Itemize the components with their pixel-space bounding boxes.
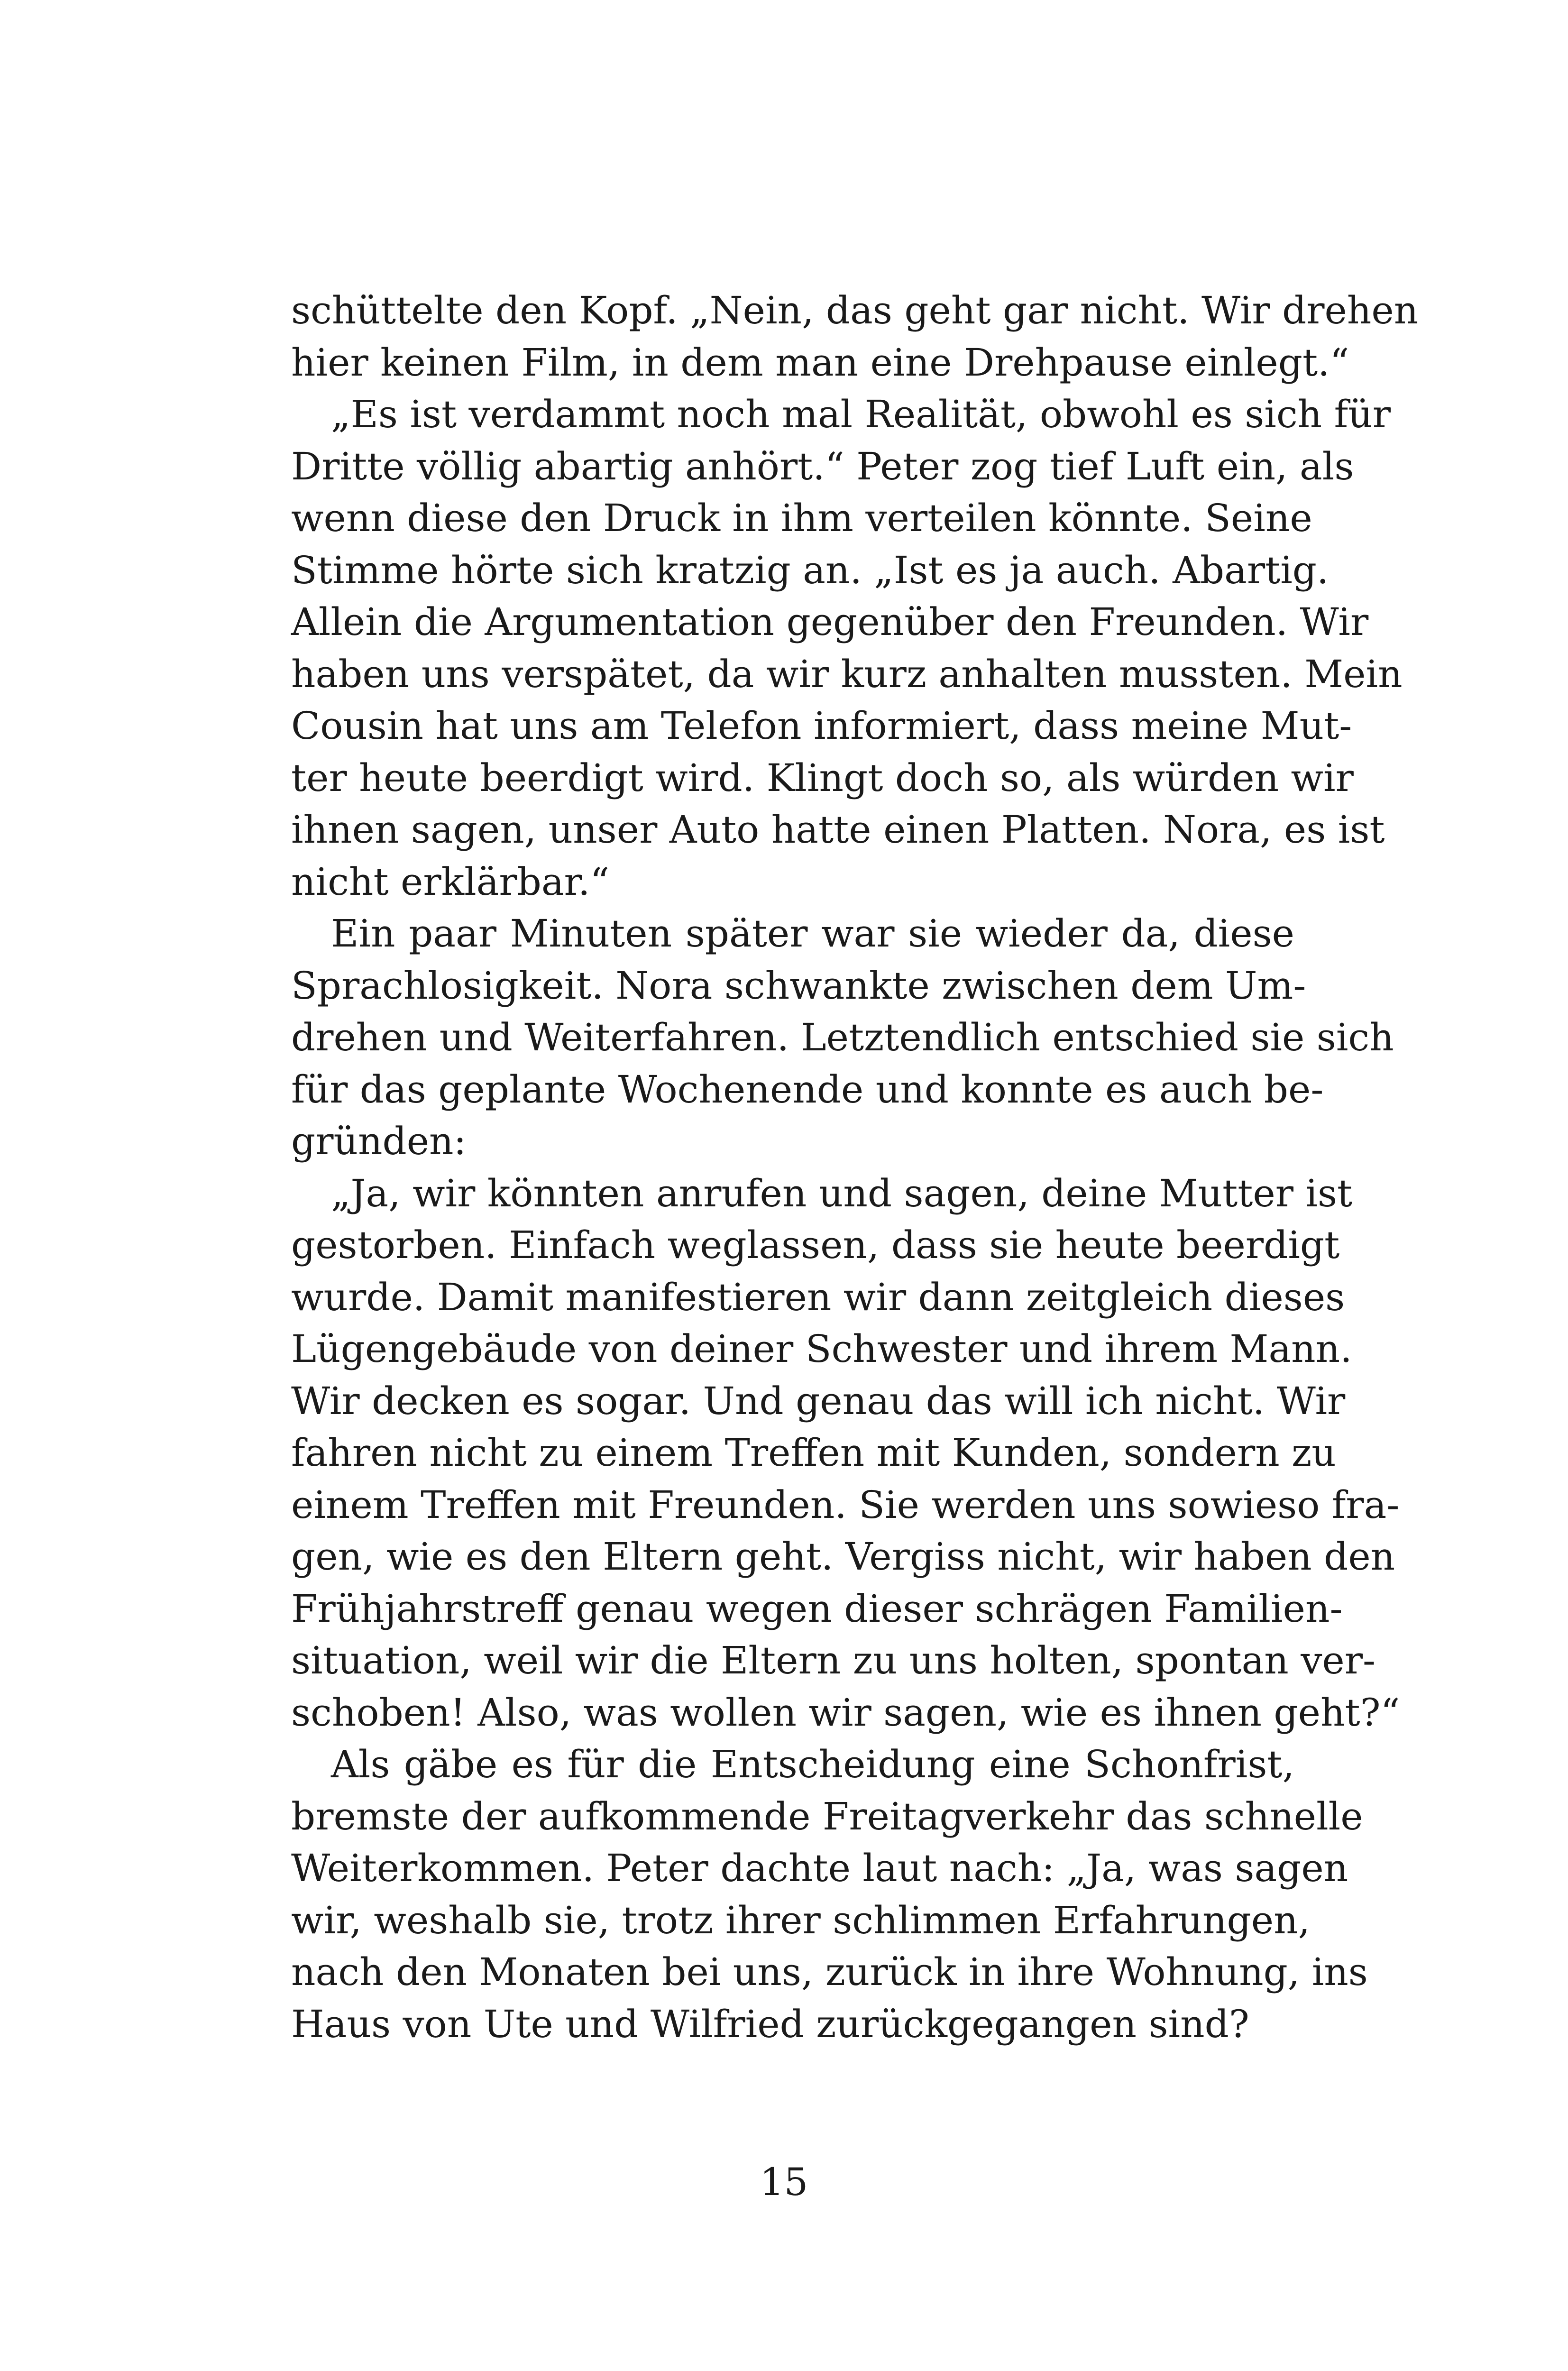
- text-line: Lügengebäude von deiner Schwester und ihrem Mann.: [291, 1327, 1352, 1371]
- text-line: haben uns verspätet, da wir kurz anhalten mussten. Mein: [291, 652, 1403, 696]
- text-line: „Es ist verdammt noch mal Realität, obwohl es sich für: [331, 392, 1391, 436]
- text-line: schüttelte den Kopf. „Nein, das geht gar nicht. Wir drehen: [291, 288, 1419, 332]
- body-text: [291, 285, 1419, 2050]
- text-line: Cousin hat uns am Telefon informiert, dass meine Mut-: [291, 704, 1352, 748]
- text-line: wenn diese den Druck in ihm verteilen könnte. Seine: [291, 496, 1312, 540]
- text-line: drehen und Weiterfahren. Letztendlich entschied sie sich: [291, 1015, 1394, 1059]
- text-line: wurde. Damit manifestieren wir dann zeitgleich dieses: [291, 1275, 1345, 1319]
- text-line: Als gäbe es für die Entscheidung eine Schonfrist,: [331, 1742, 1294, 1786]
- text-line: bremste der aufkommende Freitagverkehr das schnelle: [291, 1794, 1363, 1838]
- text-line: ihnen sagen, unser Auto hatte einen Platten. Nora, es ist: [291, 808, 1385, 852]
- text-line: fahren nicht zu einem Treffen mit Kunden, sondern zu: [291, 1431, 1336, 1475]
- text-line: einem Treffen mit Freunden. Sie werden uns sowieso fra-: [291, 1482, 1400, 1527]
- text-line: für das geplante Wochenende und konnte es auch be-: [291, 1067, 1324, 1112]
- text-line: gründen:: [291, 1119, 467, 1163]
- text-line: Sprachlosigkeit. Nora schwankte zwischen dem Um-: [291, 963, 1306, 1008]
- text-line: Ein paar Minuten später war sie wieder da, diese: [331, 911, 1294, 956]
- text-line: ter heute beerdigt wird. Klingt doch so, als würden wir: [291, 755, 1354, 800]
- text-line: situation, weil wir die Eltern zu uns holten, spontan ver-: [291, 1638, 1376, 1682]
- text-line: schoben! Also, was wollen wir sagen, wie es ihnen geht?“: [291, 1690, 1400, 1735]
- page-number: 15: [760, 2160, 808, 2204]
- text-line: Dritte völlig abartig anhört.“ Peter zog tief Luft ein, als: [291, 444, 1354, 488]
- text-line: Frühjahrstreff genau wegen dieser schrägen Familien-: [291, 1586, 1343, 1631]
- text-line: Weiterkommen. Peter dachte laut nach: „Ja, was sagen: [291, 1846, 1348, 1890]
- text-line: Allein die Argumentation gegenüber den Freunden. Wir: [291, 600, 1369, 644]
- text-line: „Ja, wir könnten anrufen und sagen, deine Mutter ist: [331, 1171, 1353, 1215]
- text-line: Haus von Ute und Wilfried zurückgegangen sind?: [291, 2002, 1249, 2046]
- text-line: hier keinen Film, in dem man eine Drehpause einlegt.“: [291, 340, 1349, 385]
- text-line: Stimme hörte sich kratzig an. „Ist es ja auch. Abartig.: [291, 548, 1329, 592]
- text-line: Wir decken es sogar. Und genau das will ich nicht. Wir: [291, 1378, 1346, 1423]
- text-line: gen, wie es den Eltern geht. Vergiss nicht, wir haben den: [291, 1535, 1395, 1579]
- text-line: wir, weshalb sie, trotz ihrer schlimmen Erfahrungen,: [291, 1898, 1311, 1942]
- text-line: nach den Monaten bei uns, zurück in ihre Wohnung, ins: [291, 1950, 1368, 1994]
- text-line: gestorben. Einfach weglassen, dass sie heute beerdigt: [291, 1223, 1340, 1267]
- text-line: nicht erklärbar.“: [291, 859, 610, 904]
